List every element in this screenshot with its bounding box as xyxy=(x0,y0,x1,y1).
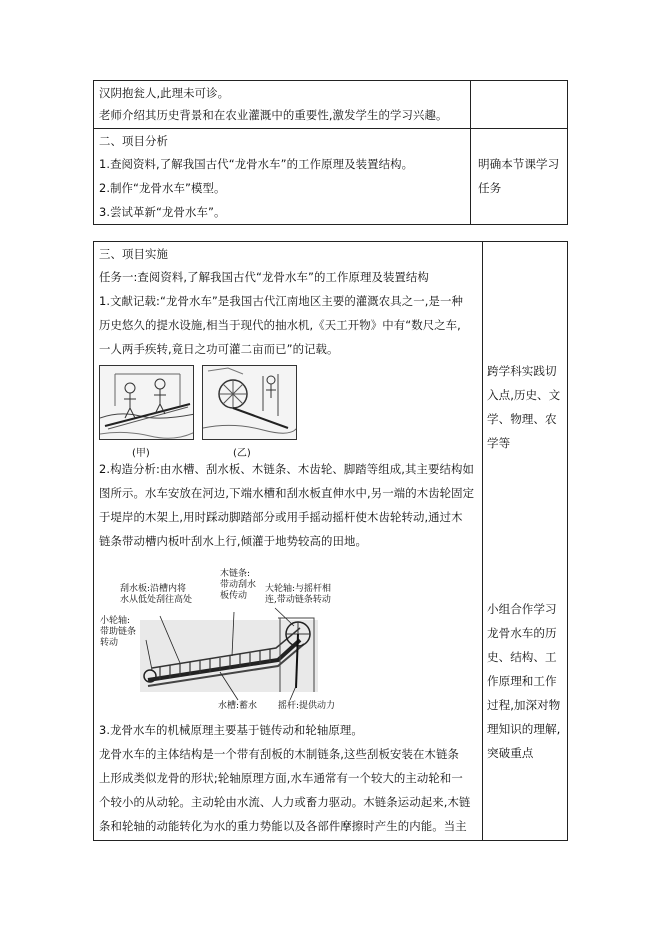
para3-line-3: 个较小的从动轮。主动轮由水流、人力或畜力驱动。木链条运动起来,木链 xyxy=(99,795,471,809)
illustration-yi xyxy=(202,365,297,440)
para3-line-1: 龙骨水车的主体结构是一个带有刮板的木制链条,这些刮板安装在木链条 xyxy=(99,747,459,761)
side-note-group-4: 作原理和工作 xyxy=(487,674,557,688)
para2-line-3: 于堤岸的木架上,用时踩动脚踏部分或用手摇动摇杆使木齿轮转动,通过木 xyxy=(99,510,463,524)
para2-line-2: 图所示。水车安放在河边,下端水槽和刮水板直伸水中,另一端的木齿轮固定 xyxy=(99,486,475,500)
analysis-item-3: 3.尝试革新“龙骨水车”。 xyxy=(99,205,226,219)
para3-line-4: 条和轮轴的动能转化为水的重力势能以及各部件摩擦时产生的内能。当主 xyxy=(99,819,467,833)
side-note-interdisciplinary-2: 入点,历史、文 xyxy=(487,388,561,402)
section-title-analysis: 二、项目分析 xyxy=(99,134,168,148)
label-wooden-chain: 木链条: 带动刮水 板传动 xyxy=(220,569,257,601)
side-note-task-2: 任务 xyxy=(478,181,502,195)
table-project-analysis xyxy=(93,80,568,225)
label-big-wheel: 大轮轴:与摇杆相 连,带动链条转动 xyxy=(265,584,332,605)
table1-row-divider xyxy=(93,128,568,129)
side-note-interdisciplinary-1: 跨学科实践切 xyxy=(487,364,557,378)
analysis-item-2: 2.制作“龙骨水车”模型。 xyxy=(99,181,226,195)
label-crank: 摇杆:提供动力 xyxy=(278,701,336,711)
side-note-group-6: 理知识的理解, xyxy=(487,722,561,736)
para2-line-4: 链条带动槽内板叶刮水上行,倾灌于地势较高的田地。 xyxy=(99,534,368,548)
para3-title: 3.龙骨水车的机械原理主要基于链传动和轮轴原理。 xyxy=(99,723,363,737)
para1-line-3: 一人两手疾转,竟日之功可灌二亩而已”的记载。 xyxy=(99,342,339,356)
intro-line-1: 汉阴抱瓮人,此理未可诊。 xyxy=(99,86,230,100)
side-note-interdisciplinary-3: 学、物理、农 xyxy=(487,412,557,426)
table1-column-divider xyxy=(470,80,471,225)
side-note-group-7: 突破重点 xyxy=(487,746,534,760)
caption-jia: (甲) xyxy=(132,448,150,459)
label-trough: 水槽:蓄水 xyxy=(218,701,258,711)
task1-title: 任务一:查阅资料,了解我国古代“龙骨水车”的工作原理及装置结构 xyxy=(99,270,429,284)
analysis-item-1: 1.查阅资料,了解我国古代“龙骨水车”的工作原理及装置结构。 xyxy=(99,157,414,171)
side-note-task: 明确本节课学习 xyxy=(478,157,560,171)
para3-line-2: 上形成类似龙骨的形状;轮轴原理方面,水车通常有一个较大的主动轮和一 xyxy=(99,771,463,785)
para1-line-2: 历史悠久的提水设施,相当于现代的抽水机,《天工开物》中有“数尺之车, xyxy=(99,318,461,332)
label-scraper-board: 刮水板:沿槽内将 水从低处刮往高处 xyxy=(120,584,193,605)
side-note-group-5: 过程,加深对物 xyxy=(487,698,561,712)
para2-line-1: 2.构造分析:由水槽、刮水板、木链条、木齿轮、脚踏等组成,其主要结构如 xyxy=(99,462,474,476)
label-small-wheel: 小轮轴: 带助链条 转动 xyxy=(100,616,137,648)
water-wheel-diagram xyxy=(100,568,340,718)
illustration-jia xyxy=(99,365,194,440)
para1-line-1: 1.文献记载:“龙骨水车”是我国古代江南地区主要的灌溉农具之一,是一种 xyxy=(99,294,463,308)
table2-column-divider xyxy=(482,241,483,841)
side-note-group-3: 史、结构、工 xyxy=(487,650,557,664)
side-note-interdisciplinary-4: 学等 xyxy=(487,436,511,450)
caption-yi: (乙) xyxy=(233,448,251,459)
intro-line-2: 老师介绍其历史背景和在农业灌溉中的重要性,激发学生的学习兴趣。 xyxy=(99,108,448,122)
side-note-group-1: 小组合作学习 xyxy=(487,602,557,616)
section-title-implementation: 三、项目实施 xyxy=(99,247,168,261)
side-note-group-2: 龙骨水车的历 xyxy=(487,626,557,640)
